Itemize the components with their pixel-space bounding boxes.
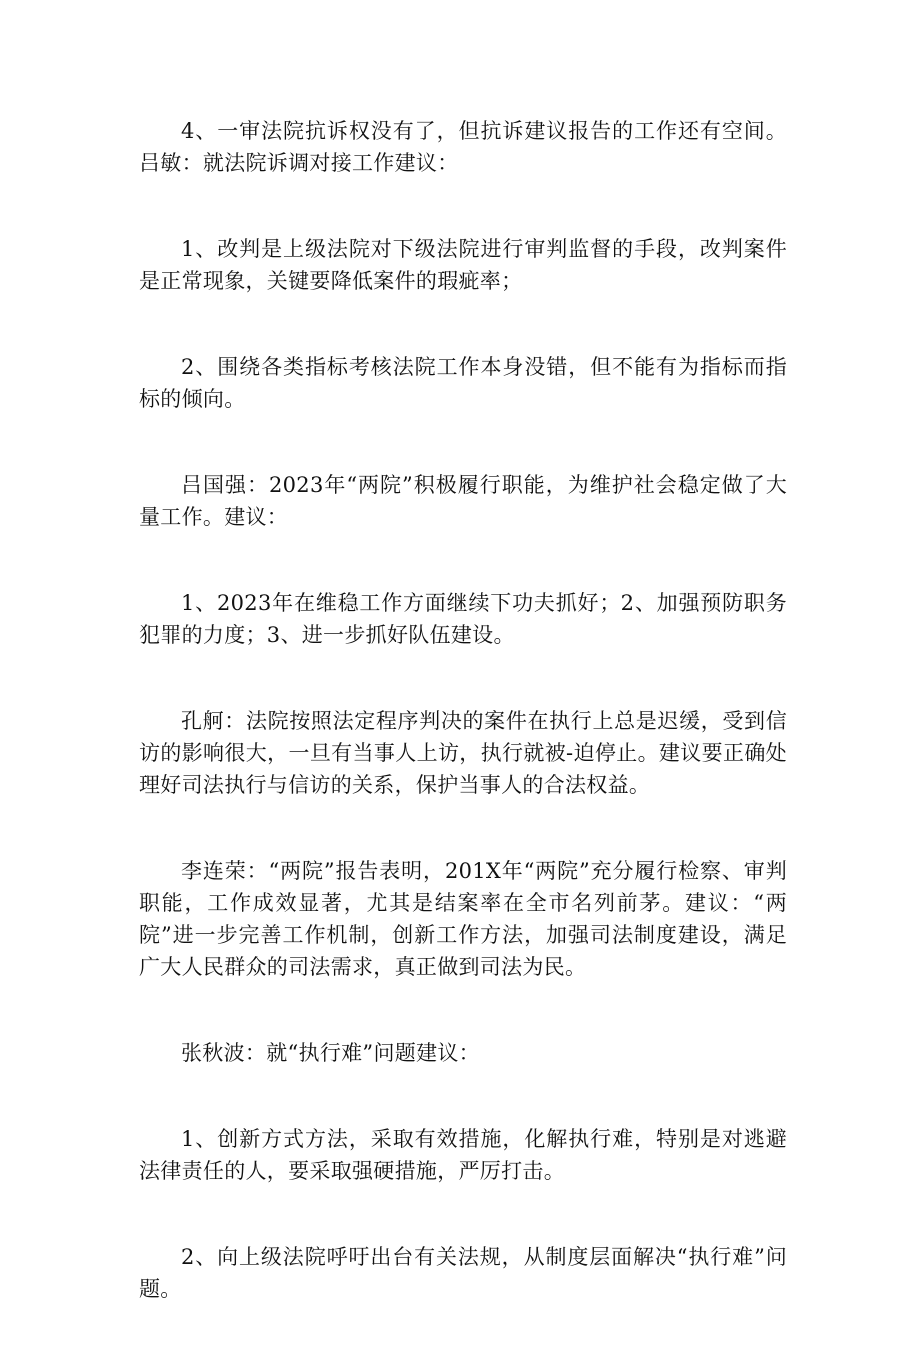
document-body: [139, 115, 787, 1359]
paragraph-10: 2、向上级法院呼吁出台有关法规，从制度层面解决“执行难”问题。: [139, 1245, 787, 1301]
paragraph-9: 1、创新方式方法，采取有效措施，化解执行难，特别是对逃避法律责任的人，要采取强硬措施，严厉打击。: [139, 1127, 787, 1183]
paragraph-1: 4、一审法院抗诉权没有了，但抗诉建议报告的工作还有空间。吕敏：就法院诉调对接工作建议：: [139, 119, 787, 175]
paragraph-2: 1、改判是上级法院对下级法院进行审判监督的手段，改判案件是正常现象，关键要降低案件的瑕疵率；: [139, 237, 787, 293]
paragraph-6: 孔舸：法院按照法定程序判决的案件在执行上总是迟缓，受到信访的影响很大，一旦有当事人上访，执行就被-迫停止。建议要正确处理好司法执行与信访的关系，保护当事人的合法权益。: [139, 709, 787, 797]
paragraph-7: 李连荣：“两院”报告表明，201X年“两院”充分履行检察、审判职能，工作成效显著，尤其是结案率在全市名列前茅。建议：“两院”进一步完善工作机制，创新工作方法，加强司法制度建设，满足广大人民群众的司法需求，真正做到司法为民。: [139, 859, 787, 979]
paragraph-8: 张秋波：就“执行难”问题建议：: [181, 1041, 480, 1065]
paragraph-5: 1、2023年在维稳工作方面继续下功夫抓好；2、加强预防职务犯罪的力度；3、进一步抓好队伍建设。: [139, 591, 787, 647]
paragraph-3: 2、围绕各类指标考核法院工作本身没错，但不能有为指标而指标的倾向。: [139, 355, 787, 411]
paragraph-4: 吕国强：2023年“两院”积极履行职能，为维护社会稳定做了大量工作。建议：: [139, 473, 787, 529]
